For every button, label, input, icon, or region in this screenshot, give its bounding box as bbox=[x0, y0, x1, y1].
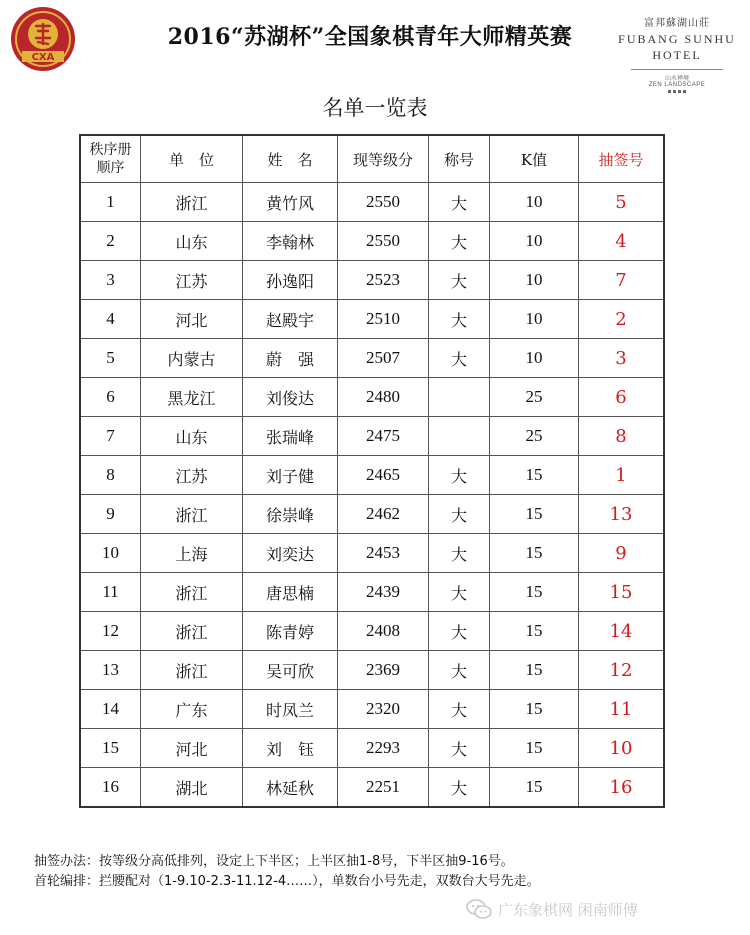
cell-k: 15 bbox=[490, 768, 579, 808]
cell-seq: 15 bbox=[80, 729, 141, 768]
cell-seq: 12 bbox=[80, 612, 141, 651]
header-seq-line2: 顺序 bbox=[96, 160, 125, 176]
cell-draw: 11 bbox=[579, 690, 665, 729]
cell-name: 刘 钰 bbox=[243, 729, 338, 768]
cell-draw: 4 bbox=[579, 222, 665, 261]
cell-k: 15 bbox=[490, 534, 579, 573]
cell-rating: 2550 bbox=[338, 183, 429, 222]
cxa-logo-icon bbox=[8, 6, 78, 72]
cell-draw: 1 bbox=[579, 456, 665, 495]
cell-k: 10 bbox=[490, 300, 579, 339]
hotel-name-en-line2: HOTEL bbox=[652, 48, 702, 62]
table-row bbox=[80, 339, 664, 378]
cell-draw: 12 bbox=[579, 651, 665, 690]
cell-unit: 江苏 bbox=[141, 261, 243, 300]
table-row bbox=[80, 378, 664, 417]
cell-k: 25 bbox=[490, 378, 579, 417]
cell-title: 大 bbox=[429, 690, 490, 729]
cell-unit: 浙江 bbox=[141, 183, 243, 222]
header-title: 称号 bbox=[429, 135, 490, 183]
cell-name: 赵殿宇 bbox=[243, 300, 338, 339]
table-row bbox=[80, 456, 664, 495]
cell-title: 大 bbox=[429, 183, 490, 222]
cell-rating: 2453 bbox=[338, 534, 429, 573]
logo-text: CXA bbox=[31, 52, 55, 63]
list-subtitle: 名单一览表 bbox=[322, 96, 428, 120]
cell-rating: 2320 bbox=[338, 690, 429, 729]
cell-unit: 内蒙古 bbox=[141, 339, 243, 378]
cell-unit: 河北 bbox=[141, 729, 243, 768]
cell-draw: 3 bbox=[579, 339, 665, 378]
table-row bbox=[80, 495, 664, 534]
cell-rating: 2475 bbox=[338, 417, 429, 456]
cell-title: 大 bbox=[429, 339, 490, 378]
table-row bbox=[80, 690, 664, 729]
cell-unit: 浙江 bbox=[141, 651, 243, 690]
cell-seq: 1 bbox=[80, 183, 141, 222]
cell-k: 15 bbox=[490, 612, 579, 651]
notes bbox=[34, 852, 734, 892]
cell-rating: 2251 bbox=[338, 768, 429, 808]
cell-title: 大 bbox=[429, 222, 490, 261]
cell-rating: 2523 bbox=[338, 261, 429, 300]
cell-unit: 浙江 bbox=[141, 495, 243, 534]
roster-header bbox=[80, 135, 664, 183]
cell-k: 15 bbox=[490, 495, 579, 534]
cell-name: 黄竹风 bbox=[243, 183, 338, 222]
cell-name: 李翰林 bbox=[243, 222, 338, 261]
cell-unit: 山东 bbox=[141, 417, 243, 456]
hotel-name-en-line1: FUBANG SUNHU bbox=[618, 32, 736, 46]
cell-draw: 14 bbox=[579, 612, 665, 651]
cell-k: 15 bbox=[490, 573, 579, 612]
watermark bbox=[466, 896, 638, 922]
cell-seq: 4 bbox=[80, 300, 141, 339]
cell-rating: 2480 bbox=[338, 378, 429, 417]
cell-rating: 2408 bbox=[338, 612, 429, 651]
cell-seq: 9 bbox=[80, 495, 141, 534]
table-row bbox=[80, 768, 664, 808]
cell-name: 刘俊达 bbox=[243, 378, 338, 417]
cell-draw: 2 bbox=[579, 300, 665, 339]
cell-title: 大 bbox=[429, 534, 490, 573]
header-seq bbox=[80, 135, 141, 183]
cell-draw: 5 bbox=[579, 183, 665, 222]
hotel-logo bbox=[618, 12, 736, 92]
header-unit: 单 位 bbox=[141, 135, 243, 183]
cell-title: 大 bbox=[429, 300, 490, 339]
cell-k: 10 bbox=[490, 222, 579, 261]
table-row bbox=[80, 222, 664, 261]
cell-unit: 山东 bbox=[141, 222, 243, 261]
cell-draw: 16 bbox=[579, 768, 665, 808]
pairing-note: 首轮编排：拦腰配对（1-9.10-2.3-11.12-4……），单数台小号先走，双数台大号先走。 bbox=[34, 874, 540, 889]
cell-name: 时凤兰 bbox=[243, 690, 338, 729]
cell-seq: 7 bbox=[80, 417, 141, 456]
cell-unit: 浙江 bbox=[141, 612, 243, 651]
roster-body bbox=[80, 183, 664, 808]
cell-rating: 2550 bbox=[338, 222, 429, 261]
cell-seq: 16 bbox=[80, 768, 141, 808]
cell-draw: 9 bbox=[579, 534, 665, 573]
cell-title: 大 bbox=[429, 573, 490, 612]
cell-name: 孙逸阳 bbox=[243, 261, 338, 300]
cell-seq: 10 bbox=[80, 534, 141, 573]
table-row bbox=[80, 651, 664, 690]
hotel-name-cn: 富邦蘇湖山莊 bbox=[644, 18, 710, 29]
cell-k: 10 bbox=[490, 261, 579, 300]
table-row bbox=[80, 183, 664, 222]
cell-unit: 浙江 bbox=[141, 573, 243, 612]
cxa-logo bbox=[8, 6, 78, 72]
cell-title: 大 bbox=[429, 261, 490, 300]
cell-title: 大 bbox=[429, 456, 490, 495]
cell-unit: 黑龙江 bbox=[141, 378, 243, 417]
cell-unit: 河北 bbox=[141, 300, 243, 339]
cell-name: 张瑞峰 bbox=[243, 417, 338, 456]
cell-k: 15 bbox=[490, 456, 579, 495]
cell-draw: 13 bbox=[579, 495, 665, 534]
cell-title: 大 bbox=[429, 495, 490, 534]
header-seq-line1: 秩序册 bbox=[89, 142, 132, 158]
hotel-divider bbox=[631, 69, 723, 70]
cell-name: 刘子健 bbox=[243, 456, 338, 495]
table-row bbox=[80, 573, 664, 612]
cell-draw: 15 bbox=[579, 573, 665, 612]
cell-title: 大 bbox=[429, 612, 490, 651]
cell-draw: 10 bbox=[579, 729, 665, 768]
cell-title: 大 bbox=[429, 729, 490, 768]
cell-unit: 广东 bbox=[141, 690, 243, 729]
cell-name: 陈青婷 bbox=[243, 612, 338, 651]
cell-rating: 2465 bbox=[338, 456, 429, 495]
cell-seq: 2 bbox=[80, 222, 141, 261]
cell-draw: 7 bbox=[579, 261, 665, 300]
wechat-icon bbox=[466, 898, 492, 920]
cell-name: 唐思楠 bbox=[243, 573, 338, 612]
cell-k: 10 bbox=[490, 339, 579, 378]
cell-rating: 2369 bbox=[338, 651, 429, 690]
cell-rating: 2462 bbox=[338, 495, 429, 534]
header-rating: 现等级分 bbox=[338, 135, 429, 183]
cell-rating: 2510 bbox=[338, 300, 429, 339]
cell-unit: 上海 bbox=[141, 534, 243, 573]
cell-title: 大 bbox=[429, 651, 490, 690]
cell-seq: 11 bbox=[80, 573, 141, 612]
table-row bbox=[80, 417, 664, 456]
cell-seq: 3 bbox=[80, 261, 141, 300]
cell-seq: 6 bbox=[80, 378, 141, 417]
cell-k: 10 bbox=[490, 183, 579, 222]
cell-draw: 8 bbox=[579, 417, 665, 456]
table-row bbox=[80, 612, 664, 651]
cell-name: 徐崇峰 bbox=[243, 495, 338, 534]
table-row bbox=[80, 300, 664, 339]
cell-title bbox=[429, 378, 490, 417]
table-row bbox=[80, 729, 664, 768]
header-k: K值 bbox=[490, 135, 579, 183]
cell-k: 15 bbox=[490, 651, 579, 690]
cell-rating: 2507 bbox=[338, 339, 429, 378]
cell-seq: 8 bbox=[80, 456, 141, 495]
cell-k: 15 bbox=[490, 690, 579, 729]
roster-table bbox=[79, 134, 665, 808]
cell-seq: 14 bbox=[80, 690, 141, 729]
table-row bbox=[80, 261, 664, 300]
event-title: 2016“苏湖杯”全国象棋青年大师精英赛 bbox=[167, 24, 573, 50]
hotel-tagline-cn: 山水禅境 bbox=[664, 75, 689, 82]
cell-unit: 湖北 bbox=[141, 768, 243, 808]
cell-name: 林延秋 bbox=[243, 768, 338, 808]
cell-rating: 2293 bbox=[338, 729, 429, 768]
cell-unit: 江苏 bbox=[141, 456, 243, 495]
cell-title: 大 bbox=[429, 768, 490, 808]
cell-seq: 5 bbox=[80, 339, 141, 378]
hotel-tagline-en: ZEN LANDSCAPE bbox=[648, 82, 706, 88]
cell-k: 25 bbox=[490, 417, 579, 456]
cell-title bbox=[429, 417, 490, 456]
header-draw: 抽签号 bbox=[579, 135, 665, 183]
draw-method-note: 抽签办法：按等级分高低排列，设定上下半区；上半区抽1-8号，下半区抽9-16号。 bbox=[34, 854, 514, 869]
cell-seq: 13 bbox=[80, 651, 141, 690]
cell-name: 吴可欣 bbox=[243, 651, 338, 690]
header-name: 姓 名 bbox=[243, 135, 338, 183]
cell-name: 蔚 强 bbox=[243, 339, 338, 378]
cell-k: 15 bbox=[490, 729, 579, 768]
cell-name: 刘奕达 bbox=[243, 534, 338, 573]
watermark-text: 广东象棋网 闲南师傅 bbox=[498, 900, 638, 919]
cell-draw: 6 bbox=[579, 378, 665, 417]
cell-rating: 2439 bbox=[338, 573, 429, 612]
table-row bbox=[80, 534, 664, 573]
